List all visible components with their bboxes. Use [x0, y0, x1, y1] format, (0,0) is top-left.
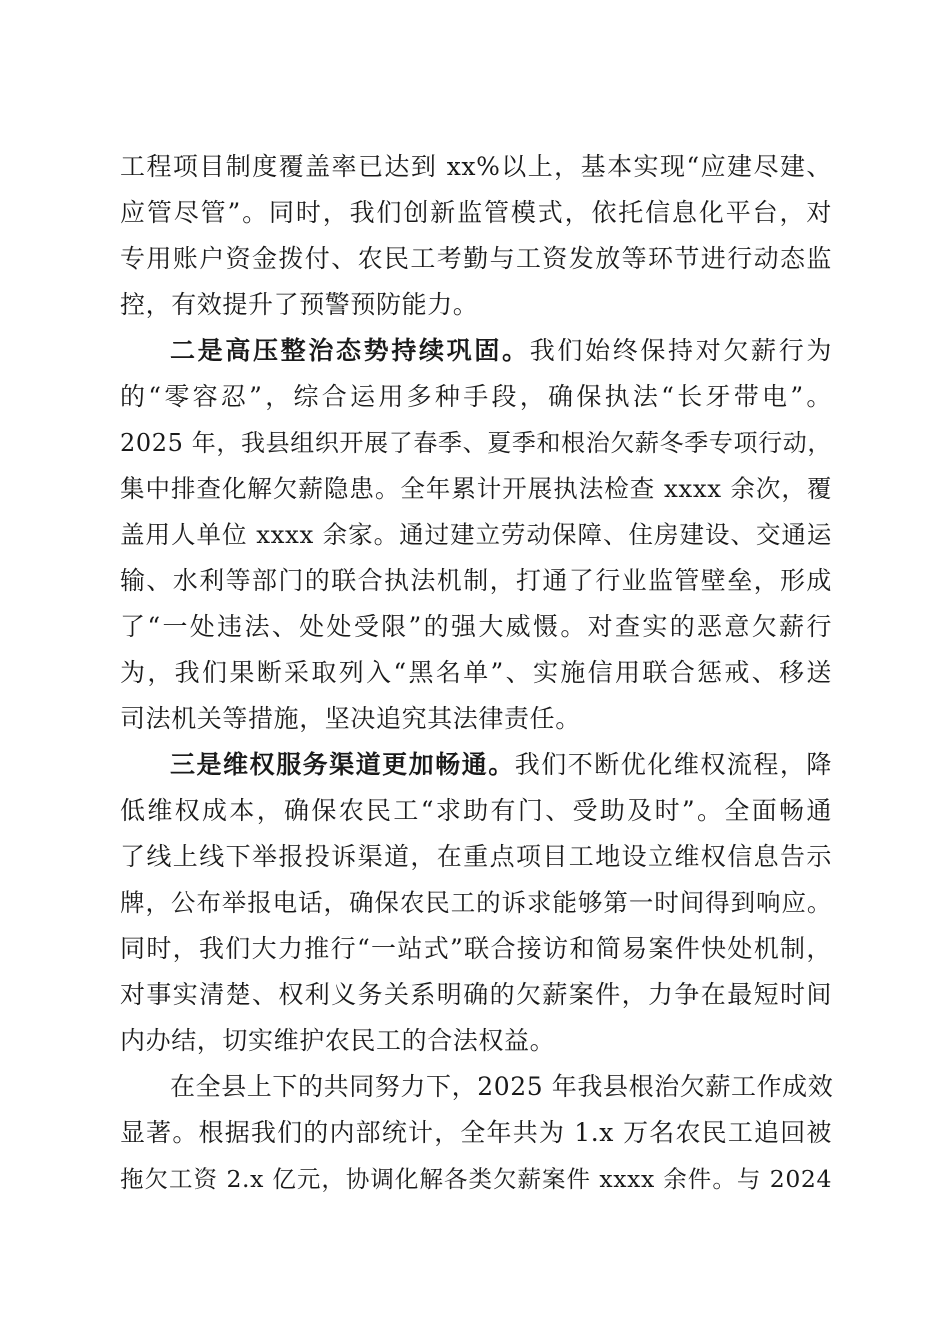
text-line: 盖用人单位 xxxx 余家。通过建立劳动保障、住房建设、交通运 [120, 520, 832, 549]
text-line: 内办结，切实维护农民工的合法权益。 [120, 1026, 556, 1055]
paragraph-4 [120, 1064, 832, 1202]
text-line [120, 328, 832, 374]
paragraph-1 [120, 144, 832, 328]
text-line: 同时，我们大力推行“一站式”联合接访和简易案件快处机制， [120, 934, 832, 963]
text-line: 专用账户资金拨付、农民工考勤与工资发放等环节进行动态监 [120, 244, 832, 273]
text-line: 低维权成本，确保农民工“求助有门、受助及时”。全面畅通 [120, 796, 832, 825]
text-line: 输、水利等部门的联合执法机制，打通了行业监管壁垒，形成 [120, 566, 832, 595]
text-line: 拖欠工资 2.x 亿元，协调化解各类欠薪案件 xxxx 余件。与 2024 [120, 1165, 832, 1193]
text-line: 2025 年，我县组织开展了春季、夏季和根治欠薪冬季专项行动， [120, 429, 832, 457]
text-line: 了“一处违法、处处受限”的强大威慑。对查实的恶意欠薪行 [120, 612, 832, 641]
text-line: 显著。根据我们的内部统计，全年共为 1.x 万名农民工追回被 [120, 1118, 832, 1147]
document-body [120, 144, 832, 1202]
text-line: 为，我们果断采取列入“黑名单”、实施信用联合惩戒、移送 [120, 658, 832, 687]
paragraph-lead: 二是高压整治态势持续巩固。 [170, 336, 530, 365]
text-line: 对事实清楚、权利义务关系明确的欠薪案件，力争在最短时间 [120, 980, 832, 1009]
text-line [120, 742, 832, 788]
text-span: 我们不断优化维权流程，降 [514, 750, 832, 779]
text-line: 的“零容忍”，综合运用多种手段，确保执法“长牙带电”。 [120, 382, 832, 411]
paragraph-lead: 三是维权服务渠道更加畅通。 [170, 750, 515, 779]
paragraph-2 [120, 328, 832, 742]
text-line: 应管尽管”。同时，我们创新监管模式，依托信息化平台，对 [120, 198, 832, 227]
text-line: 控，有效提升了预警预防能力。 [120, 290, 479, 319]
text-span: 我们始终保持对欠薪行为 [529, 336, 832, 365]
paragraph-3 [120, 742, 832, 1064]
text-line: 在全县上下的共同努力下，2025 年我县根治欠薪工作成效 [170, 1072, 834, 1101]
text-line: 了线上线下举报投诉渠道，在重点项目工地设立维权信息告示 [120, 842, 832, 871]
text-line: 集中排查化解欠薪隐患。全年累计开展执法检查 xxxx 余次，覆 [120, 474, 832, 503]
text-line: 工程项目制度覆盖率已达到 xx%以上，基本实现“应建尽建、 [120, 152, 832, 181]
text-line: 牌，公布举报电话，确保农民工的诉求能够第一时间得到响应。 [120, 888, 832, 917]
text-line: 司法机关等措施，坚决追究其法律责任。 [120, 704, 581, 733]
